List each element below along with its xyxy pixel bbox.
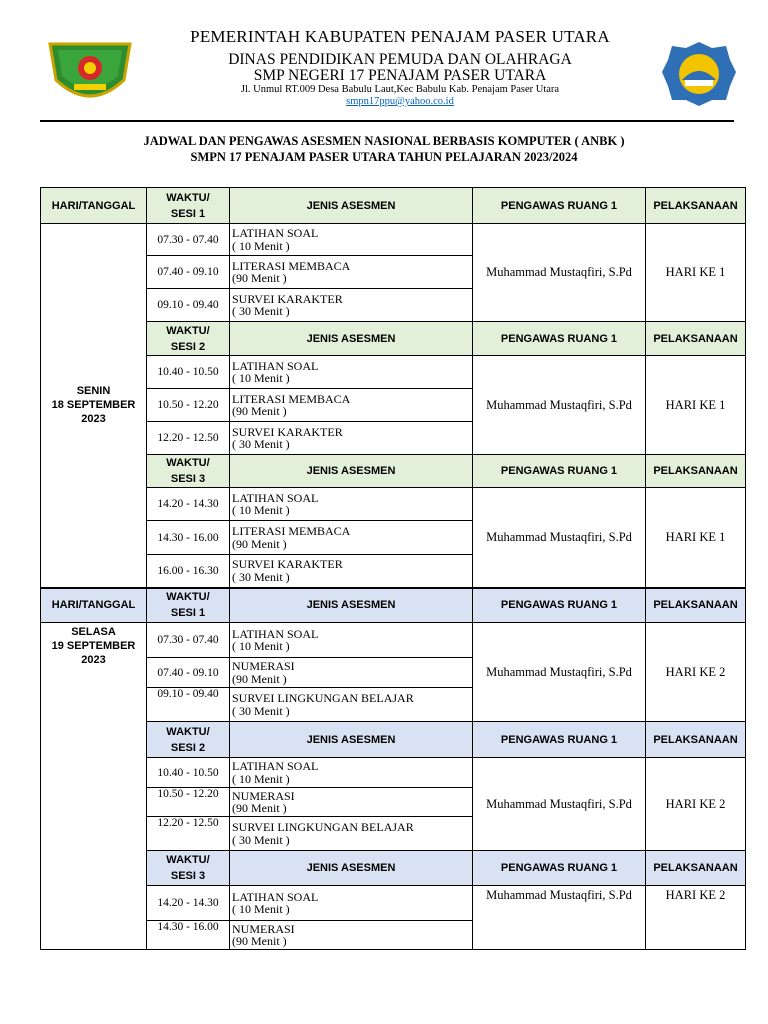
assessment-name: SURVEI LINGKUNGAN BELAJAR: [232, 820, 414, 834]
col-header-jenis: JENIS ASESMEN: [230, 455, 473, 488]
assessment-name: SURVEI KARAKTER: [232, 557, 343, 572]
day-name: SENIN: [76, 385, 111, 398]
assessment-duration: (90 Menit ): [232, 801, 287, 815]
sesi-label: SESI 3: [170, 870, 206, 882]
assessment-name: LATIHAN SOAL: [232, 358, 319, 373]
assessment-duration: ( 30 Menit ): [232, 304, 290, 318]
col-header-jenis: JENIS ASESMEN: [230, 188, 473, 224]
implementation-cell: HARI KE 2: [646, 758, 746, 851]
table-row: [41, 886, 746, 921]
col-header-pengawas: PENGAWAS RUANG 1: [473, 455, 646, 488]
waktu-label: WAKTU/: [166, 854, 210, 866]
assessment-name: LATIHAN SOAL: [232, 759, 319, 773]
assessment-cell: [230, 256, 473, 289]
supervisor-cell: Muhammad Mustaqfiri, S.Pd: [473, 488, 646, 588]
table-row: [41, 623, 746, 658]
col-header-pelaksanaan: PELAKSANAAN: [646, 188, 746, 224]
assessment-name: SURVEI LINGKUNGAN BELAJAR: [232, 691, 414, 705]
time-cell: 09.10 - 09.40: [147, 289, 230, 322]
assessment-name: SURVEI KARAKTER: [232, 291, 343, 306]
assessment-duration: ( 10 Menit ): [232, 771, 290, 786]
time-cell: 14.20 - 14.30: [147, 886, 230, 921]
col-header-waktu: [147, 188, 230, 224]
assessment-duration: (90 Menit ): [232, 536, 287, 551]
col-header-jenis: JENIS ASESMEN: [230, 322, 473, 356]
assessment-cell: [230, 224, 473, 256]
time-cell: 07.40 - 09.10: [147, 658, 230, 688]
session-header-row: [41, 322, 746, 356]
col-header-pengawas: PENGAWAS RUANG 1: [473, 188, 646, 224]
waktu-label: WAKTU/: [166, 191, 210, 204]
implementation-cell: HARI KE 1: [646, 488, 746, 588]
sesi-label: SESI 3: [170, 473, 206, 485]
sesi-label: SESI 1: [170, 207, 206, 220]
assessment-duration: (90 Menit ): [232, 671, 287, 686]
assessment-duration: ( 10 Menit ): [232, 503, 290, 517]
assessment-duration: ( 30 Menit ): [232, 832, 290, 847]
assessment-name: LATIHAN SOAL: [232, 490, 319, 505]
assessment-name: NUMERASI: [232, 659, 295, 673]
day-cell-selasa: [41, 623, 147, 950]
time-cell: 07.30 - 07.40: [147, 224, 230, 256]
table-row: [41, 356, 746, 389]
day-year: 2023: [81, 413, 106, 426]
assessment-duration: ( 30 Menit ): [232, 437, 290, 451]
time-cell: 10.40 - 10.50: [147, 758, 230, 788]
assessment-cell: [230, 422, 473, 455]
assessment-duration: ( 30 Menit ): [232, 569, 290, 584]
implementation-cell: HARI KE 2: [646, 886, 746, 950]
time-cell: 10.50 - 12.20: [147, 389, 230, 422]
col-header-pelaksanaan: PELAKSANAAN: [646, 722, 746, 758]
assessment-duration: ( 10 Menit ): [232, 238, 290, 253]
supervisor-cell: Muhammad Mustaqfiri, S.Pd: [473, 758, 646, 851]
assessment-cell: [230, 788, 473, 817]
assessment-cell: [230, 488, 473, 521]
col-header-waktu: [147, 588, 230, 623]
assessment-duration: (90 Menit ): [232, 271, 287, 285]
implementation-cell: HARI KE 1: [646, 224, 746, 322]
regency-emblem-icon: [44, 40, 136, 106]
col-header-jenis: JENIS ASESMEN: [230, 588, 473, 623]
col-header-pelaksanaan: PELAKSANAAN: [646, 322, 746, 356]
schedule-table: [40, 187, 746, 950]
assessment-duration: (90 Menit ): [232, 934, 287, 948]
table-row: [41, 488, 746, 521]
sesi-label: SESI 1: [170, 607, 206, 620]
waktu-label: WAKTU/: [166, 457, 210, 469]
table-header-row: [41, 188, 746, 224]
assessment-cell: [230, 555, 473, 588]
supervisor-cell: Muhammad Mustaqfiri, S.Pd: [473, 356, 646, 455]
assessment-name: LATIHAN SOAL: [232, 226, 319, 240]
day-name: SELASA: [71, 626, 116, 638]
supervisor-cell: Muhammad Mustaqfiri, S.Pd: [473, 623, 646, 722]
school-address: Jl. Unmul RT.009 Desa Babulu Laut,Kec Babulu Kab. Penajam Paser Utara: [240, 84, 560, 95]
assessment-cell: [230, 658, 473, 688]
letterhead-divider: [40, 120, 734, 122]
col-header-waktu: [147, 851, 230, 886]
implementation-cell: HARI KE 1: [646, 356, 746, 455]
assessment-duration: ( 10 Menit ): [232, 371, 290, 385]
col-header-pengawas: PENGAWAS RUANG 1: [473, 322, 646, 356]
day-date: 18 SEPTEMBER: [51, 399, 136, 412]
assessment-cell: [230, 289, 473, 322]
assessment-cell: [230, 758, 473, 788]
assessment-name: NUMERASI: [232, 921, 295, 936]
table-header-row: [41, 588, 746, 623]
time-cell: 07.30 - 07.40: [147, 623, 230, 658]
assessment-name: LITERASI MEMBACA: [232, 258, 351, 273]
time-cell: 10.50 - 12.20: [147, 788, 230, 817]
assessment-name: NUMERASI: [232, 788, 295, 803]
time-cell: 14.30 - 16.00: [147, 921, 230, 950]
col-header-pelaksanaan: PELAKSANAAN: [646, 588, 746, 623]
school-email-link[interactable]: smpn17ppu@yahoo.co.id: [346, 96, 454, 107]
waktu-label: WAKTU/: [166, 324, 210, 337]
col-header-waktu: [147, 722, 230, 758]
school-name: SMP NEGERI 17 PENAJAM PASER UTARA: [253, 67, 547, 84]
assessment-name: LITERASI MEMBACA: [232, 391, 351, 406]
government-name: PEMERINTAH KABUPATEN PENAJAM PASER UTARA: [190, 27, 610, 46]
department-name: DINAS PENDIDIKAN PEMUDA DAN OLAHRAGA: [228, 51, 572, 68]
assessment-name: LATIHAN SOAL: [232, 626, 319, 641]
assessment-duration: ( 10 Menit ): [232, 639, 290, 653]
time-cell: 14.20 - 14.30: [147, 488, 230, 521]
col-header-pengawas: PENGAWAS RUANG 1: [473, 722, 646, 758]
time-cell: 07.40 - 09.10: [147, 256, 230, 289]
assessment-cell: [230, 521, 473, 555]
letterhead: [0, 0, 768, 125]
time-cell: 12.20 - 12.50: [147, 422, 230, 455]
assessment-duration: (90 Menit ): [232, 404, 287, 418]
implementation-cell: HARI KE 2: [646, 623, 746, 722]
supervisor-cell: Muhammad Mustaqfiri, S.Pd: [473, 886, 646, 950]
assessment-name: SURVEI KARAKTER: [232, 424, 343, 439]
document-subtitle: SMPN 17 PENAJAM PASER UTARA TAHUN PELAJARAN 2023/2024: [190, 150, 578, 164]
col-header-waktu: [147, 455, 230, 488]
col-header-pelaksanaan: PELAKSANAAN: [646, 455, 746, 488]
time-cell: 09.10 - 09.40: [147, 688, 230, 722]
time-cell: 10.40 - 10.50: [147, 356, 230, 389]
supervisor-cell: Muhammad Mustaqfiri, S.Pd: [473, 224, 646, 322]
assessment-cell: [230, 623, 473, 658]
assessment-duration: ( 30 Menit ): [232, 703, 290, 718]
assessment-cell: [230, 688, 473, 722]
day-cell-senin: [41, 224, 147, 588]
assessment-cell: [230, 886, 473, 921]
waktu-label: WAKTU/: [166, 725, 210, 738]
col-header-pengawas: PENGAWAS RUANG 1: [473, 588, 646, 623]
waktu-label: WAKTU/: [166, 591, 210, 604]
assessment-name: LITERASI MEMBACA: [232, 524, 351, 538]
time-cell: 16.00 - 16.30: [147, 555, 230, 588]
session-header-row: [41, 455, 746, 488]
day-year: 2023: [81, 654, 106, 666]
document-title: JADWAL DAN PENGAWAS ASESMEN NASIONAL BERBASIS KOMPUTER ( ANBK ): [143, 134, 625, 148]
session-header-row: [41, 722, 746, 758]
table-row: [41, 758, 746, 788]
session-header-row: [41, 851, 746, 886]
col-header-jenis: JENIS ASESMEN: [230, 851, 473, 886]
col-header-hari: HARI/TANGGAL: [41, 188, 147, 224]
assessment-cell: [230, 356, 473, 389]
sesi-label: SESI 2: [170, 340, 206, 353]
assessment-name: LATIHAN SOAL: [232, 889, 319, 904]
assessment-duration: ( 10 Menit ): [232, 902, 290, 916]
col-header-hari: HARI/TANGGAL: [41, 588, 147, 623]
assessment-cell: [230, 389, 473, 422]
assessment-cell: [230, 921, 473, 950]
time-cell: 14.30 - 16.00: [147, 521, 230, 555]
school-emblem-icon: [660, 40, 738, 108]
col-header-pelaksanaan: PELAKSANAAN: [646, 851, 746, 886]
col-header-waktu: [147, 322, 230, 356]
assessment-cell: [230, 817, 473, 851]
time-cell: 12.20 - 12.50: [147, 817, 230, 851]
sesi-label: SESI 2: [170, 741, 206, 754]
day-date: 19 SEPTEMBER: [51, 640, 136, 652]
col-header-pengawas: PENGAWAS RUANG 1: [473, 851, 646, 886]
col-header-jenis: JENIS ASESMEN: [230, 722, 473, 758]
table-row: [41, 224, 746, 256]
